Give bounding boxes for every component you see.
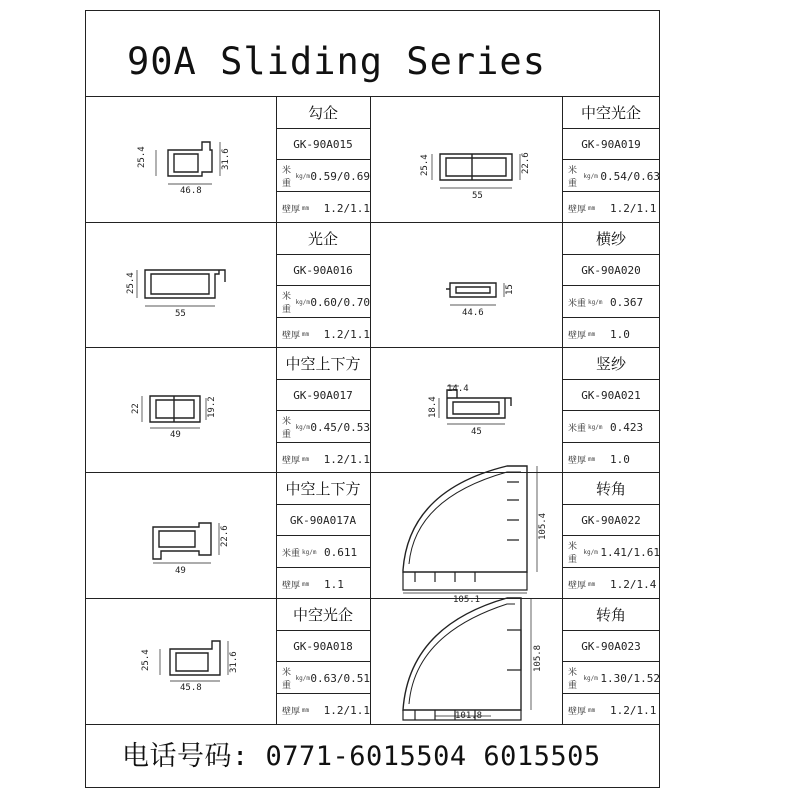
- dim-label: 55: [175, 309, 186, 319]
- thickness-row: [562, 443, 660, 475]
- dim-label: 31.6: [229, 651, 239, 673]
- thickness-value: 1.2/1.1: [323, 201, 370, 215]
- weight-unit: kg/m: [583, 172, 598, 180]
- thickness-row: [276, 694, 370, 726]
- dim-label: 22: [131, 403, 141, 414]
- weight-row: [562, 286, 660, 318]
- dim-label: 25.4: [141, 649, 151, 671]
- product-name: 横纱: [595, 229, 626, 248]
- thickness-row: [562, 318, 660, 350]
- dim-label: 46.8: [180, 186, 202, 196]
- dim-label: 49: [170, 430, 181, 440]
- weight-row: [562, 662, 660, 694]
- thickness-label: 壁厚: [568, 580, 587, 591]
- weight-value: 0.423: [610, 420, 644, 434]
- product-name: 竖纱: [595, 354, 626, 373]
- thickness-row: [276, 318, 370, 350]
- dim-label: 105.8: [533, 644, 543, 672]
- thickness-label: 壁厚: [568, 204, 587, 215]
- weight-row: [562, 536, 660, 568]
- dim-label: 25.4: [137, 146, 147, 168]
- profile-drawing-90a022: [395, 460, 555, 604]
- profile-drawing-90a020: [440, 275, 530, 329]
- thickness-label: 壁厚: [568, 706, 587, 717]
- phone-number: 电话号码: 0771-6015504 6015505: [122, 741, 601, 772]
- thickness-row: [276, 443, 370, 475]
- weight-unit: kg/m: [302, 548, 317, 556]
- thickness-value: 1.2/1.1: [323, 452, 370, 466]
- weight-unit: kg/m: [588, 423, 603, 431]
- weight-unit: kg/m: [295, 172, 310, 180]
- thickness-value: 1.0: [610, 452, 630, 466]
- thickness-value: 1.2/1.1: [323, 327, 370, 341]
- weight-value: 1.30/1.52: [600, 671, 660, 685]
- weight-row: [276, 411, 370, 443]
- weight-unit: kg/m: [583, 548, 598, 556]
- thickness-unit: mm: [588, 330, 596, 338]
- thickness-label: 壁厚: [568, 330, 587, 341]
- dim-label: 101.8: [455, 711, 483, 721]
- weight-label: 米重: [282, 668, 292, 691]
- profile-drawing-90a019: [420, 140, 530, 214]
- product-name: 光企: [307, 229, 338, 248]
- product-code: GK-90A017: [293, 388, 353, 402]
- thickness-value: 1.2/1.1: [323, 703, 370, 717]
- dim-label: 45.8: [180, 683, 202, 693]
- product-code: GK-90A022: [581, 513, 641, 527]
- dim-label: 18.4: [428, 396, 438, 418]
- weight-unit: kg/m: [588, 298, 603, 306]
- product-name: 中空上下方: [285, 479, 361, 498]
- weight-row: [276, 160, 370, 192]
- thickness-row: [276, 568, 370, 600]
- weight-value: 0.367: [610, 295, 644, 309]
- weight-value: 0.60/0.70: [310, 295, 370, 309]
- dim-label: 49: [175, 566, 186, 576]
- column-divider: [370, 96, 371, 724]
- thickness-row: [562, 694, 660, 726]
- weight-row: [276, 286, 370, 318]
- thickness-unit: mm: [588, 455, 596, 463]
- profile-drawing-90a023: [395, 590, 555, 734]
- weight-value: 0.611: [324, 545, 358, 559]
- profile-drawing-90a021: [425, 380, 525, 444]
- product-code: GK-90A015: [293, 137, 353, 151]
- thickness-row: [562, 568, 660, 600]
- weight-row: [562, 160, 660, 192]
- thickness-label: 壁厚: [282, 455, 301, 466]
- thickness-value: 1.1: [324, 577, 344, 591]
- thickness-label: 壁厚: [282, 580, 301, 591]
- dim-label: 44.6: [462, 308, 484, 318]
- product-name: 转角: [595, 605, 626, 624]
- dim-label: 14.4: [447, 384, 469, 394]
- dim-label: 105.4: [538, 512, 548, 540]
- weight-row: [562, 411, 660, 443]
- weight-label: 米重: [568, 542, 578, 565]
- weight-unit: kg/m: [295, 298, 310, 306]
- product-code: GK-90A017A: [289, 513, 357, 527]
- thickness-unit: mm: [588, 706, 596, 714]
- weight-value: 1.41/1.61: [600, 545, 660, 559]
- thickness-unit: mm: [588, 580, 596, 588]
- thickness-unit: mm: [301, 706, 310, 714]
- product-code: GK-90A021: [581, 388, 641, 402]
- weight-value: 0.63/0.51: [310, 671, 370, 685]
- dim-label: 22.6: [521, 152, 531, 174]
- product-code: GK-90A020: [581, 263, 641, 277]
- dim-label: 15: [505, 284, 515, 295]
- weight-label: 米重: [568, 298, 587, 309]
- product-code: GK-90A016: [293, 263, 353, 277]
- thickness-value: 1.2/1.1: [610, 703, 657, 717]
- product-code: GK-90A019: [581, 137, 641, 151]
- dim-label: 25.4: [126, 272, 136, 294]
- weight-unit: kg/m: [583, 674, 598, 682]
- dim-label: 22.6: [220, 525, 230, 547]
- weight-row: [276, 662, 370, 694]
- profile-drawing-90a018: [130, 635, 250, 699]
- thickness-value: 1.2/1.1: [610, 201, 657, 215]
- weight-label: 米重: [282, 292, 292, 315]
- thickness-unit: mm: [588, 204, 596, 212]
- weight-value: 0.54/0.63: [600, 169, 660, 183]
- weight-label: 米重: [568, 166, 578, 189]
- thickness-label: 壁厚: [282, 204, 301, 215]
- thickness-value: 1.2/1.4: [610, 577, 657, 591]
- thickness-label: 壁厚: [282, 330, 301, 341]
- weight-row: [276, 536, 370, 568]
- weight-label: 米重: [568, 423, 587, 434]
- weight-value: 0.45/0.53: [310, 420, 370, 434]
- product-name: 中空光企: [580, 103, 641, 122]
- thickness-unit: mm: [301, 455, 310, 463]
- thickness-unit: mm: [301, 330, 310, 338]
- weight-unit: kg/m: [295, 674, 310, 682]
- weight-label: 米重: [282, 417, 292, 440]
- thickness-unit: mm: [302, 580, 310, 588]
- weight-value: 0.59/0.69: [310, 169, 370, 183]
- thickness-unit: mm: [301, 204, 310, 212]
- dim-label: 105.1: [453, 595, 481, 605]
- profile-drawing-90a017: [130, 390, 240, 444]
- thickness-label: 壁厚: [568, 455, 587, 466]
- thickness-value: 1.0: [610, 327, 630, 341]
- dim-label: 19.2: [207, 396, 217, 418]
- weight-label: 米重: [568, 668, 578, 691]
- dim-label: 55: [472, 191, 483, 201]
- product-name: 中空光企: [292, 605, 353, 624]
- dim-label: 31.6: [221, 148, 231, 170]
- product-code: GK-90A018: [293, 639, 353, 653]
- thickness-row: [562, 192, 660, 224]
- product-name: 勾企: [307, 103, 338, 122]
- page-title: 90A Sliding Series: [127, 40, 546, 83]
- dim-label: 45: [471, 427, 482, 437]
- thickness-label: 壁厚: [282, 706, 301, 717]
- profile-drawing-90a015: [130, 130, 250, 204]
- product-name: 转角: [595, 479, 626, 498]
- weight-label: 米重: [282, 548, 301, 559]
- product-code: GK-90A023: [581, 639, 641, 653]
- profile-drawing-90a016: [125, 262, 245, 326]
- product-name: 中空上下方: [285, 354, 361, 373]
- dim-label: 25.4: [420, 154, 430, 176]
- profile-drawing-90a017a: [145, 515, 255, 579]
- thickness-row: [276, 192, 370, 224]
- weight-label: 米重: [282, 166, 292, 189]
- weight-unit: kg/m: [295, 423, 310, 431]
